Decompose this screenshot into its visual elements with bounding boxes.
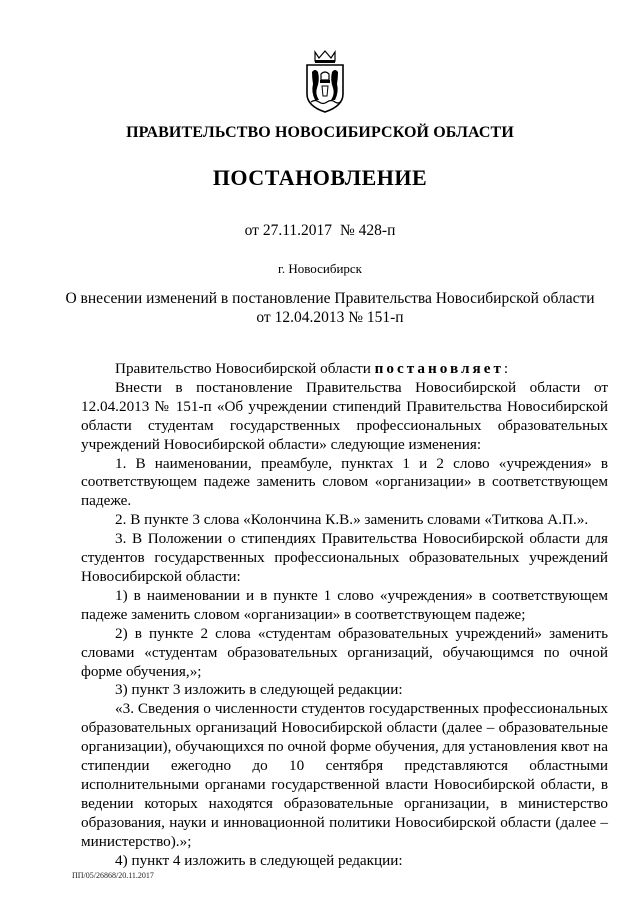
coat-of-arms-icon [303,50,347,114]
document-body [81,360,608,870]
intro-colon: : [503,360,509,377]
document-date-line [0,222,640,240]
body-paragraph: «3. Сведения о численности студентов государственных профессиональных образовательных организаций Новосибирской области (далее – образовательные организации), обучающихся по очной форме обучения, для установления квот на стипендии ежегодно до 10 сентября представляются областными исполнительными органами государственной власти Новосибирской области, в ведении которых находятся образовательные организации, в министерство образования, науки и инновационной политики Новосибирской области (далее – министерство).»; [81,700,608,850]
body-paragraph: 2) в пункте 2 слова «студентам образовательных учреждений» заменить словами «студентам образовательных организаций, обучающимся по очной форме обучения,»; [81,624,608,680]
document-type: ПОСТАНОВЛЕНИЕ [212,165,428,190]
intro-paragraph [81,360,608,379]
document-number: № 428-п [340,222,396,239]
intro-verb: постановляет [374,360,504,377]
body-paragraph: Внести в постановление Правительства Новосибирской области от 12.04.2013 № 151-п «Об учреждении стипендий Правительства Новосибирской области студентам государственных профессиональных образовательных учреждений Новосибирской области» следующие изменения: [81,378,608,453]
body-paragraph: 1) в наименовании и в пункте 1 слово «учреждения» в соответствующем падеже заменить словом «организации» в соответствующем падеже; [81,586,608,623]
document-footer-code: ПП/05/26868/20.11.2017 [72,871,154,880]
document-title-line-1: О внесении изменений в постановление Правительства Новосибирской области [65,290,595,307]
document-date: от 27.11.2017 [244,222,332,239]
body-paragraph: 4) пункт 4 изложить в следующей редакции: [115,851,403,869]
body-paragraph: 3) пункт 3 изложить в следующей редакции: [115,681,403,699]
intro-subject: Правительство Новосибирской области [115,360,371,377]
body-paragraph: 1. В наименовании, преамбуле, пунктах 1 и 2 слово «учреждения» в соответствующем падеже заменить словом «организации» в соответствующем падеже. [81,454,608,510]
body-paragraph: 2. В пункте 3 слова «Колончина К.В.» заменить словами «Титкова А.П.». [115,511,589,529]
body-paragraph: 3. В Положении о стипендиях Правительства Новосибирской области для студентов государственных профессиональных образовательных учреждений Новосибирской области: [81,530,608,585]
document-city: г. Новосибирск [277,261,362,276]
document-title-line-2: от 12.04.2013 № 151-п [256,309,404,326]
document-title [60,289,600,327]
organization-name: ПРАВИТЕЛЬСТВО НОВОСИБИРСКОЙ ОБЛАСТИ [126,124,514,141]
